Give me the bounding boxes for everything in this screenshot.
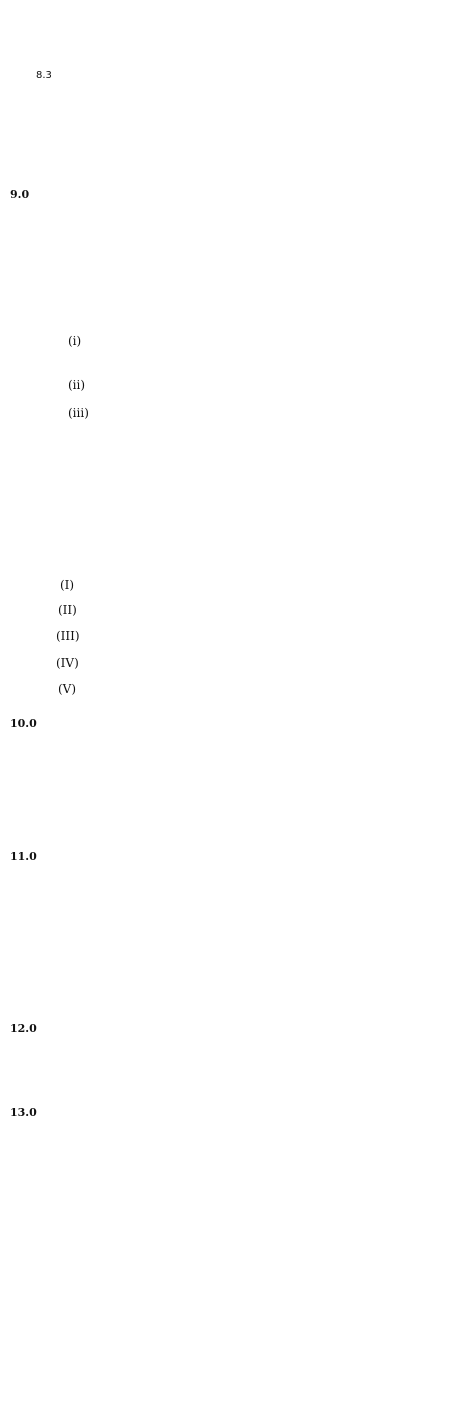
doc-item-2-number: (ii) bbox=[68, 378, 86, 392]
section-13-number: 13.0 bbox=[10, 1106, 37, 1119]
doc-item-3-number: (iii) bbox=[68, 406, 89, 420]
section-8-3-number: 8.3 bbox=[36, 70, 52, 81]
section-10-number: 10.0 bbox=[10, 717, 37, 730]
section-11-number: 11.0 bbox=[10, 850, 37, 863]
field-1-number: (I) bbox=[60, 578, 75, 592]
section-12-number: 12.0 bbox=[10, 1022, 37, 1035]
field-4-number: (IV) bbox=[56, 656, 79, 670]
field-5-number: (V) bbox=[58, 682, 77, 696]
doc-item-1-number: (i) bbox=[68, 334, 82, 348]
field-3-number: (III) bbox=[56, 629, 80, 643]
section-9-number: 9.0 bbox=[10, 188, 30, 201]
field-2-number: (II) bbox=[58, 603, 77, 617]
